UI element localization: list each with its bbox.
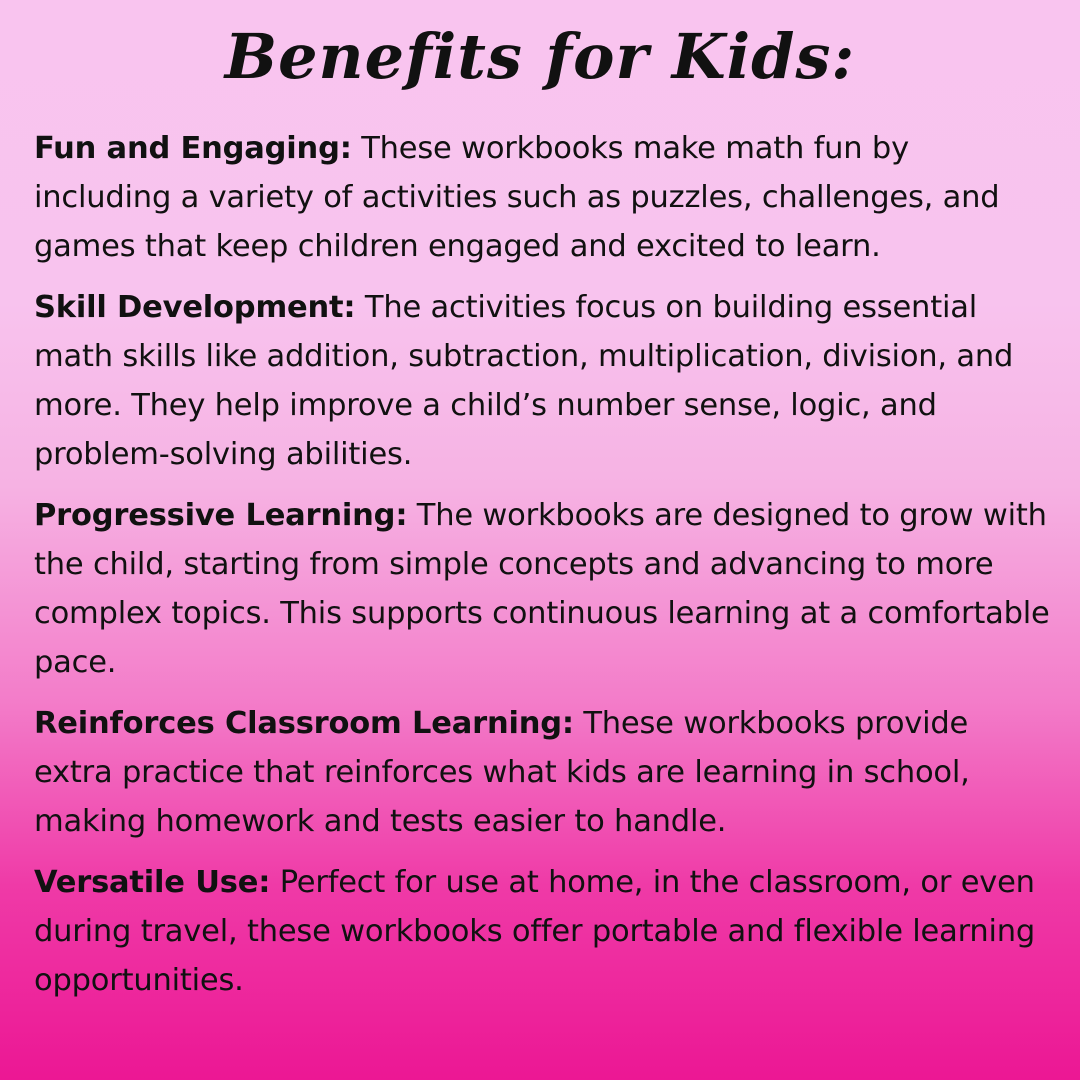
benefit-reinforces-classroom-learning bbox=[34, 699, 1054, 846]
benefit-term: Reinforces Classroom Learning: bbox=[34, 706, 574, 741]
page-title: Benefits for Kids: bbox=[224, 20, 856, 93]
benefit-term: Skill Development: bbox=[34, 290, 356, 325]
benefit-description: The workbooks are designed to grow with the child, starting from simple concepts and advancing to more complex topics. This supports continuous learning at a comfortable pace. bbox=[34, 498, 1050, 680]
benefit-term: Progressive Learning: bbox=[34, 498, 408, 533]
benefit-progressive-learning bbox=[34, 491, 1054, 687]
benefits-list bbox=[34, 124, 1054, 1017]
benefit-skill-development bbox=[34, 283, 1054, 479]
benefit-description: The activities focus on building essential math skills like addition, subtraction, multiplication, division, and more. They help improve a child’s number sense, logic, and problem-solving abilities. bbox=[34, 290, 1014, 472]
benefit-versatile-use bbox=[34, 858, 1054, 1005]
benefit-description: Perfect for use at home, in the classroom, or even during travel, these workbooks offer portable and flexible learning opportunities. bbox=[34, 865, 1036, 998]
benefit-description: These workbooks make math fun by including a variety of activities such as puzzles, challenges, and games that keep children engaged and excited to learn. bbox=[34, 131, 1000, 264]
benefit-term: Fun and Engaging: bbox=[34, 131, 352, 166]
benefit-description: These workbooks provide extra practice that reinforces what kids are learning in school, making homework and tests easier to handle. bbox=[34, 706, 970, 839]
benefit-term: Versatile Use: bbox=[34, 865, 271, 900]
benefit-fun-and-engaging bbox=[34, 124, 1054, 271]
